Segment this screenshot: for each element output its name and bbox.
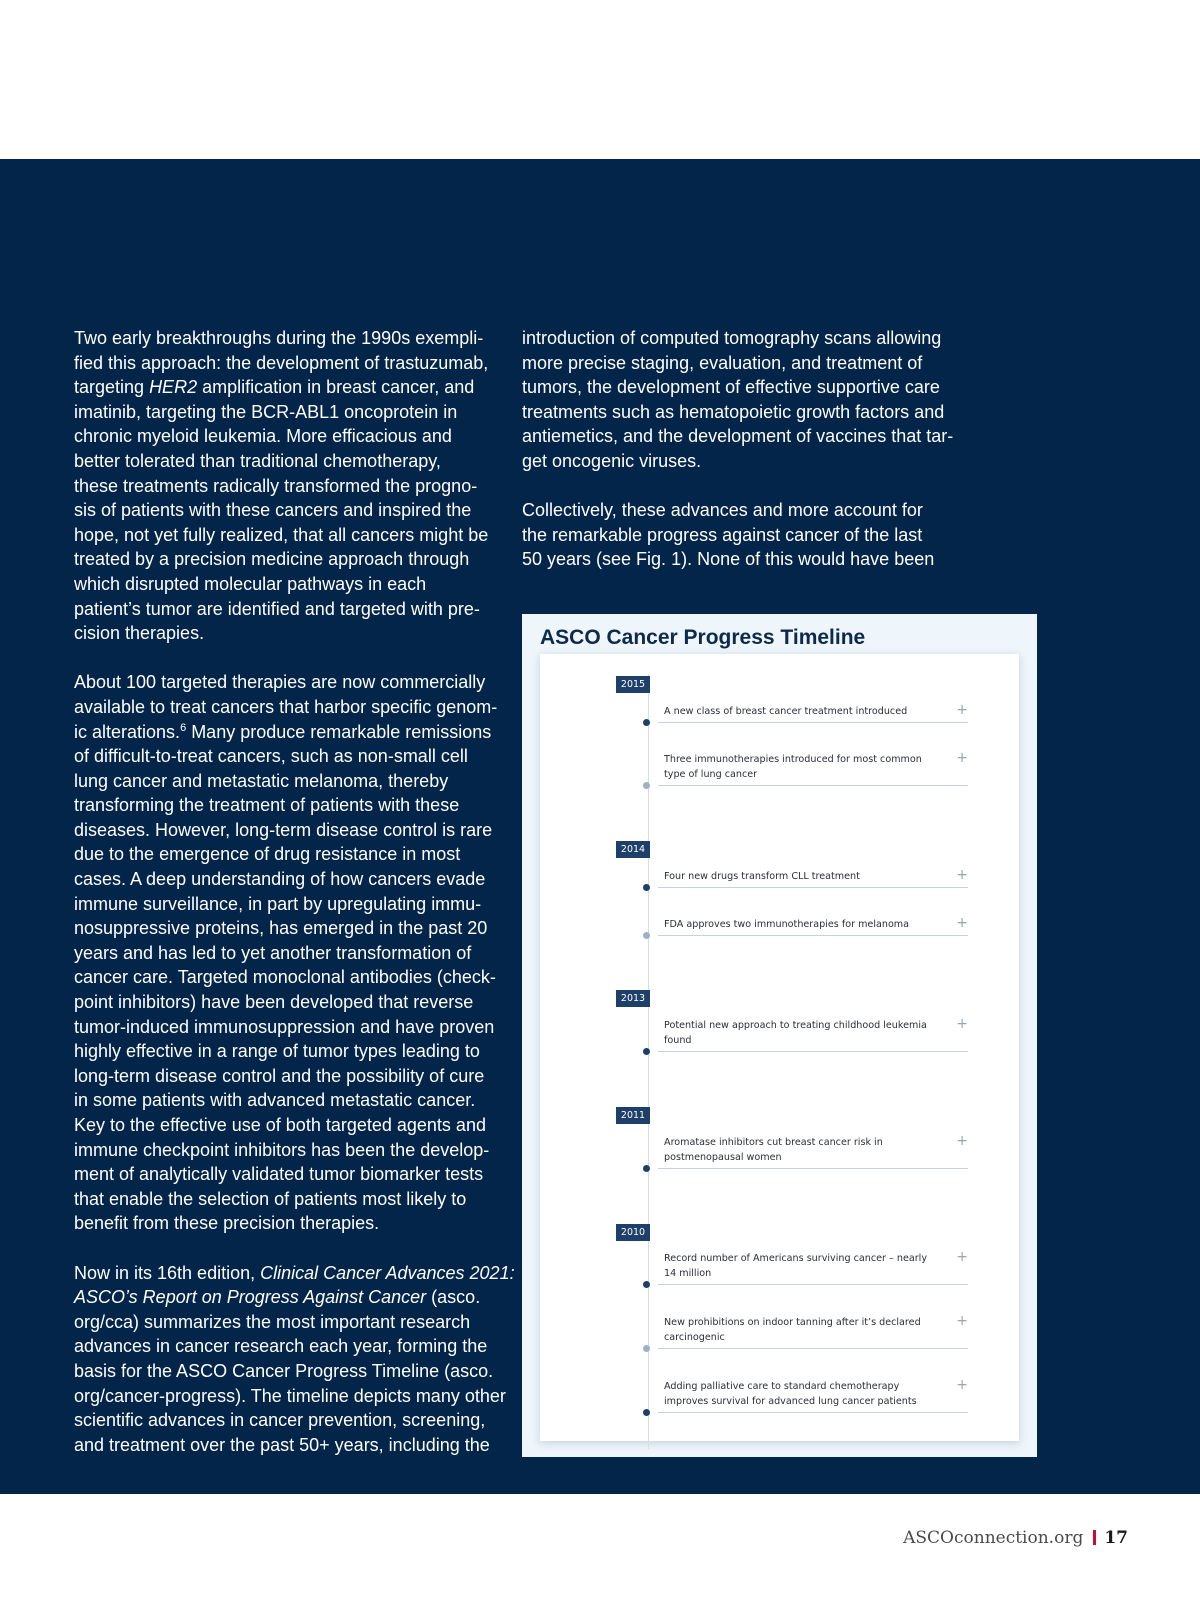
text-line: get oncogenic viruses.	[522, 450, 702, 471]
text-line: tumor-induced immunosuppression and have proven	[74, 1016, 495, 1037]
text-line: of difficult-to-treat cancers, such as non-small cell	[74, 746, 468, 767]
report-title-italic: ASCO’s Report on Progress Against Cancer	[74, 1287, 427, 1308]
timeline-item[interactable]	[646, 752, 968, 783]
footer-site-link[interactable]: ASCOconnection.org	[903, 1528, 1084, 1548]
paragraph-precision-breakthroughs	[74, 326, 504, 646]
text-line: benefit from these precision therapies.	[74, 1213, 380, 1234]
page-footer	[903, 1528, 1128, 1548]
timeline-dot	[643, 782, 650, 789]
footer-separator	[1093, 1530, 1096, 1545]
text-line: point inhibitors) have been developed that reverse	[74, 992, 474, 1013]
text-line: ment of analytically validated tumor biomarker tests	[74, 1164, 484, 1185]
timeline-title: ASCO Cancer Progress Timeline	[540, 626, 866, 649]
text-line: long-term disease control and the possibility of cure	[74, 1065, 485, 1086]
timeline-item[interactable]	[646, 1135, 968, 1166]
text-line: treated by a precision medicine approach through	[74, 549, 470, 570]
expand-plus-icon[interactable]: +	[956, 1377, 968, 1393]
timeline-dot	[643, 884, 650, 891]
timeline-dot	[643, 1345, 650, 1352]
text-line: Collectively, these advances and more account for	[522, 500, 923, 521]
text-line: org/cancer-progress). The timeline depicts many other	[74, 1385, 506, 1406]
timeline-dot	[643, 1048, 650, 1055]
text-line: and treatment over the past 50+ years, including the	[74, 1434, 490, 1455]
year-badge-2013: 2013	[616, 990, 650, 1007]
text-line: introduction of computed tomography scans allowing	[522, 328, 942, 348]
timeline-item-text: Record number of Americans surviving cancer – nearly 14 million	[664, 1253, 928, 1280]
item-divider	[658, 1051, 968, 1052]
text-line: due to the emergence of drug resistance in most	[74, 844, 461, 865]
paragraph-targeted-therapies	[74, 670, 504, 1236]
footnote-reference: 6	[180, 721, 187, 734]
year-badge-2011: 2011	[616, 1107, 650, 1124]
body-right-column	[522, 326, 962, 572]
timeline-item-text: Three immunotherapies introduced for most common type of lung cancer	[664, 754, 922, 781]
text-line: better tolerated than traditional chemotherapy,	[74, 450, 441, 471]
text-line: chronic myeloid leukemia. More efficacious and	[74, 426, 452, 447]
text-line: immune checkpoint inhibitors has been the develop-	[74, 1139, 490, 1160]
text-line: antiemetics, and the development of vaccines that tar-	[522, 426, 954, 447]
timeline-item[interactable]	[646, 869, 968, 884]
text-line: available to treat cancers that harbor specific genom-	[74, 696, 498, 717]
text-line: ic alterations.$^6$ Many produce remarkable remissions	[74, 721, 492, 742]
timeline-item[interactable]	[646, 1315, 968, 1346]
text-line: highly effective in a range of tumor types leading to	[74, 1041, 480, 1062]
text-line: About 100 targeted therapies are now commercially	[74, 672, 486, 693]
timeline-item-text: New prohibitions on indoor tanning after it’s declared carcinogenic	[664, 1317, 921, 1344]
timeline-item-text: FDA approves two immunotherapies for melanoma	[664, 919, 910, 930]
text-line: tumors, the development of effective supportive care	[522, 377, 940, 398]
text-line: targeting HER2 amplification in breast cancer, and	[74, 377, 475, 398]
text-line: 50 years (see Fig. 1). None of this would have been	[522, 549, 935, 570]
timeline-item[interactable]	[646, 917, 968, 932]
timeline-item[interactable]	[646, 1018, 968, 1049]
expand-plus-icon[interactable]: +	[956, 1016, 968, 1032]
paragraph-supportive-advances	[522, 326, 962, 474]
timeline-item[interactable]	[646, 1379, 968, 1410]
text-line: diseases. However, long-term disease control is rare	[74, 819, 493, 840]
year-badge-2010: 2010	[616, 1224, 650, 1241]
text-line: immune surveillance, in part by upregulating immu-	[74, 893, 482, 914]
year-badge-2014: 2014	[616, 841, 650, 858]
text-line: that enable the selection of patients most likely to	[74, 1188, 467, 1209]
body-left-column	[74, 326, 515, 1457]
text-line: years and has led to yet another transformation of	[74, 942, 472, 963]
item-divider	[658, 935, 968, 936]
timeline-dot	[643, 719, 650, 726]
text-line: fied this approach: the development of trastuzumab,	[74, 352, 489, 373]
year-badge-2015: 2015	[616, 676, 650, 693]
text-line: sis of patients with these cancers and inspired the	[74, 500, 472, 521]
text-line: these treatments radically transformed the progno-	[74, 475, 478, 496]
text-line: lung cancer and metastatic melanoma, thereby	[74, 770, 449, 791]
item-divider	[658, 722, 968, 723]
paragraph-collective-progress	[522, 498, 962, 572]
timeline-panel	[540, 654, 1019, 1441]
text-line: advances in cancer research each year, forming the	[74, 1336, 488, 1357]
text-line: more precise staging, evaluation, and treatment of	[522, 352, 923, 373]
text-line: the remarkable progress against cancer of the last	[522, 524, 923, 545]
item-divider	[658, 785, 968, 786]
timeline-dot	[643, 1281, 650, 1288]
text-line: in some patients with advanced metastatic cancer.	[74, 1090, 476, 1111]
gene-name-her2: HER2	[149, 377, 198, 398]
text-line: org/cca) summarizes the most important research	[74, 1311, 471, 1332]
text-line: Now in its 16th edition, Clinical Cancer Advances 2021:	[74, 1262, 515, 1283]
item-divider	[658, 1412, 968, 1413]
text-line: which disrupted molecular pathways in each	[74, 573, 427, 594]
text-line: patient’s tumor are identified and targeted with pre-	[74, 598, 480, 619]
report-title-italic: Clinical Cancer Advances 2021:	[260, 1262, 515, 1283]
text-line: cision therapies.	[74, 623, 205, 644]
timeline-figure	[522, 614, 1037, 1457]
paragraph-clinical-cancer-advances	[74, 1261, 515, 1458]
text-line: imatinib, targeting the BCR-ABL1 oncoprotein in	[74, 401, 458, 422]
text-line: cancer care. Targeted monoclonal antibodies (check-	[74, 967, 496, 988]
text-line: ASCO’s Report on Progress Against Cancer (asco.	[74, 1287, 481, 1308]
text-line: Two early breakthroughs during the 1990s exempli-	[74, 328, 484, 348]
item-divider	[658, 887, 968, 888]
text-line: nosuppressive proteins, has emerged in the past 20	[74, 918, 488, 939]
timeline-item-text: Adding palliative care to standard chemotherapy improves survival for advanced lung cancer patients	[664, 1381, 917, 1408]
page-number: 17	[1104, 1528, 1128, 1548]
text-line: treatments such as hematopoietic growth factors and	[522, 401, 945, 422]
expand-plus-icon[interactable]: +	[956, 750, 968, 766]
item-divider	[658, 1284, 968, 1285]
text-line: basis for the ASCO Cancer Progress Timeline (asco.	[74, 1360, 494, 1381]
text-line: scientific advances in cancer prevention, screening,	[74, 1410, 486, 1431]
item-divider	[658, 1348, 968, 1349]
expand-plus-icon[interactable]: +	[956, 1313, 968, 1329]
timeline-item[interactable]	[646, 1251, 968, 1282]
expand-plus-icon[interactable]: +	[956, 867, 968, 883]
timeline-item-text: A new class of breast cancer treatment introduced	[664, 706, 908, 717]
timeline-item[interactable]	[646, 704, 968, 719]
text-line: hope, not yet fully realized, that all cancers might be	[74, 524, 489, 545]
text-line: cases. A deep understanding of how cancers evade	[74, 869, 486, 890]
item-divider	[658, 1168, 968, 1169]
timeline-item-text: Four new drugs transform CLL treatment	[664, 871, 860, 882]
timeline-item-text: Aromatase inhibitors cut breast cancer risk in postmenopausal women	[664, 1137, 883, 1164]
timeline-dot	[643, 1409, 650, 1416]
expand-plus-icon[interactable]: +	[956, 1249, 968, 1265]
text-line: transforming the treatment of patients with these	[74, 795, 460, 816]
timeline-dot	[643, 932, 650, 939]
expand-plus-icon[interactable]: +	[956, 702, 968, 718]
timeline-dot	[643, 1165, 650, 1172]
timeline-item-text: Potential new approach to treating childhood leukemia found	[664, 1020, 927, 1047]
expand-plus-icon[interactable]: +	[956, 915, 968, 931]
expand-plus-icon[interactable]: +	[956, 1133, 968, 1149]
text-line: Key to the effective use of both targeted agents and	[74, 1115, 486, 1135]
